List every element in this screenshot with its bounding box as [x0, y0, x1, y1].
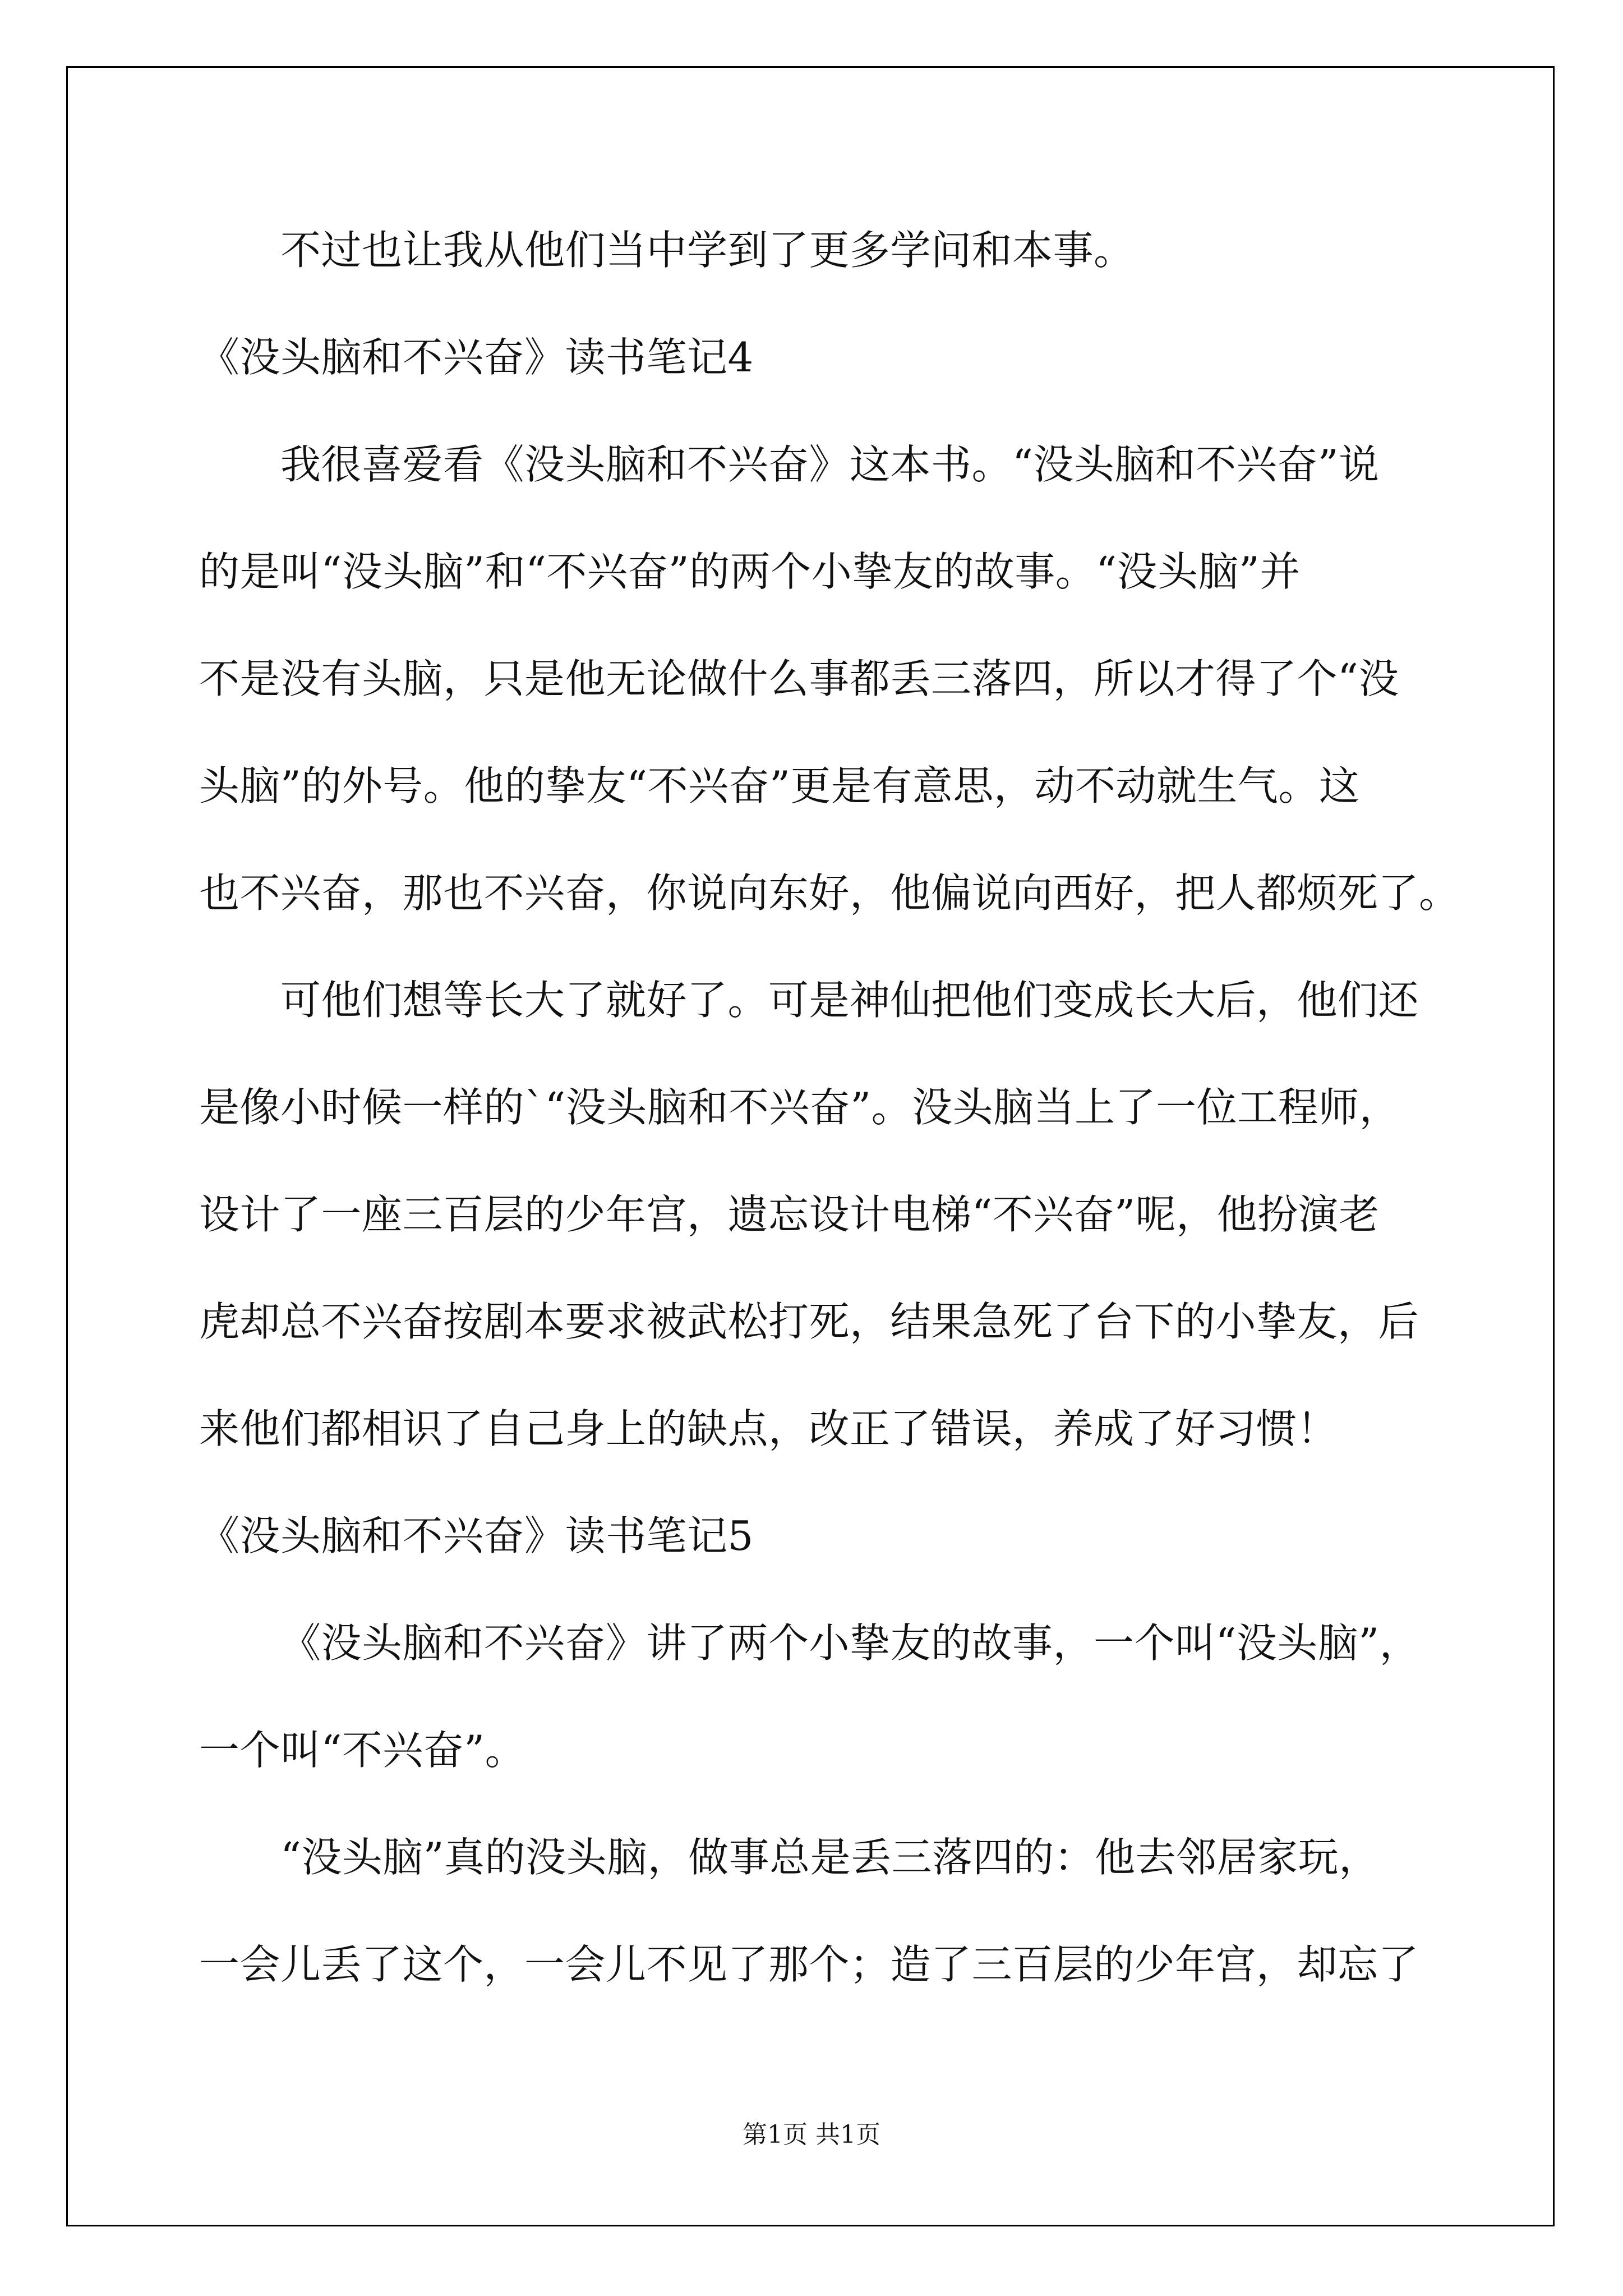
paragraph-line: 一会儿丢了这个，一会儿不见了那个；造了三百层的少年宫，却忘了 [199, 1941, 1419, 1988]
section-heading: 《没头脑和不兴奋》读书笔记5 [199, 1512, 754, 1559]
paragraph-line: 《没头脑和不兴奋》讲了两个小挚友的故事，一个叫“没头脑”， [280, 1619, 1421, 1667]
section-heading: 《没头脑和不兴奋》读书笔记4 [199, 334, 754, 381]
paragraph-line: 来他们都相识了自己身上的缺点，改正了错误，养成了好习惯！ [199, 1405, 1338, 1452]
paragraph-line: 的是叫“没头脑”和“不兴奋”的两个小挚友的故事。“没头脑”并 [199, 548, 1301, 595]
paragraph-line: 头脑”的外号。他的挚友“不兴奋”更是有意思，动不动就生气。这 [199, 762, 1360, 809]
paragraph-line: 不过也让我从他们当中学到了更多学问和本事。 [280, 227, 1135, 274]
paragraph-line: 虎却总不兴奋按剧本要求被武松打死，结果急死了台下的小挚友，后 [199, 1298, 1419, 1345]
paragraph-line: 不是没有头脑，只是他无论做什么事都丢三落四，所以才得了个“没 [199, 655, 1399, 702]
paragraph-line: 一个叫“不兴奋”。 [199, 1727, 526, 1774]
paragraph-line: 是像小时候一样的`“没头脑和不兴奋”。没头脑当上了一位工程师， [199, 1084, 1400, 1131]
paragraph-line: “没头脑”真的没头脑，做事总是丢三落四的：他去邻居家玩， [280, 1834, 1380, 1881]
page-border [66, 66, 1555, 2226]
paragraph-line: 设计了一座三百层的少年宫，遗忘设计电梯“不兴奋”呢，他扮演老 [199, 1191, 1380, 1238]
paragraph-line: 我很喜爱看《没头脑和不兴奋》这本书。“没头脑和不兴奋”说 [280, 441, 1380, 488]
paragraph-line: 也不兴奋，那也不兴奋，你说向东好，他偏说向西好，把人都烦死了。 [199, 869, 1460, 917]
paragraph-line: 可他们想等长大了就好了。可是神仙把他们变成长大后，他们还 [280, 977, 1419, 1024]
page-footer: 第1页 共1页 [743, 2120, 880, 2149]
